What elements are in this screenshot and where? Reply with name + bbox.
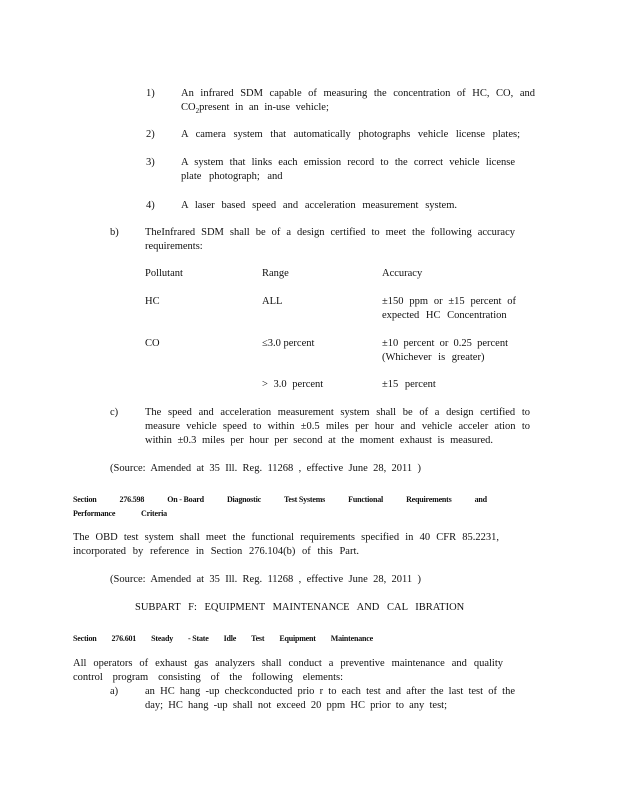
section-word: Section <box>73 495 97 504</box>
paragraph: All operators of exhaust gas analyzers shall conduct a preventive maintenance and quality <box>73 658 503 669</box>
section-title-word: Functional <box>348 495 384 504</box>
section-title-word: Steady <box>151 634 174 643</box>
table-cell-range: ≤3.0 percent <box>262 338 315 349</box>
item-text: requirements: <box>145 241 203 252</box>
section-number: 276.598 <box>119 495 145 504</box>
section-title-word: Requirements <box>406 495 452 504</box>
item-text: within ±0.3 miles per hour per second at the moment exhaust is measured. <box>145 435 493 446</box>
list-number: 1) <box>146 88 155 99</box>
item-letter: c) <box>110 407 119 418</box>
item-letter: a) <box>110 686 119 697</box>
table-cell-accuracy: expected HC Concentration <box>382 310 507 321</box>
section-title-word: Maintenance <box>330 634 373 643</box>
section-heading <box>73 632 373 646</box>
section-word: Section <box>73 634 97 643</box>
section-title-word: Equipment <box>279 634 316 643</box>
table-cell-pollutant: HC <box>145 296 160 307</box>
section-title-word: Idle <box>223 634 237 643</box>
list-number: 4) <box>146 200 155 211</box>
list-item-text: A system that links each emission record to the correct vehicle license <box>181 157 515 168</box>
list-item-text: plate photograph; and <box>181 171 283 182</box>
source-note: (Source: Amended at 35 Ill. Reg. 11268 , effective June 28, 2011 ) <box>110 574 421 585</box>
list-item-text: A laser based speed and acceleration measurement system. <box>181 200 457 211</box>
section-heading-continued <box>73 507 167 521</box>
paragraph: control program consisting of the following elements: <box>73 672 343 683</box>
list-item-continuation: present in an in-use vehicle; <box>199 102 329 113</box>
table-cell-accuracy: ±150 ppm or ±15 percent of <box>382 296 516 307</box>
section-title-word: Test <box>251 634 265 643</box>
section-heading <box>73 493 487 507</box>
item-text: The speed and acceleration measurement system shall be of a design certified to <box>145 407 530 418</box>
item-text: measure vehicle speed to within ±0.5 miles per hour and vehicle acceler ation to <box>145 421 530 432</box>
table-header-accuracy: Accuracy <box>382 268 423 279</box>
table-cell-range: ALL <box>262 296 283 307</box>
item-text: an HC hang -up checkconducted prio r to each test and after the last test of the <box>145 686 515 697</box>
section-title-word: Criteria <box>141 509 167 518</box>
subpart-title: SUBPART F: EQUIPMENT MAINTENANCE AND CAL IBRATION <box>135 602 465 613</box>
list-item-text: An infrared SDM capable of measuring the concentration of HC, CO, and <box>181 88 535 99</box>
table-header-pollutant: Pollutant <box>145 268 183 279</box>
paragraph: incorporated by reference in Section 276.104(b) of this Part. <box>73 546 359 557</box>
item-letter: b) <box>110 227 119 238</box>
list-item-text: A camera system that automatically photographs vehicle license plates; <box>181 129 520 140</box>
list-item-text <box>181 101 329 118</box>
co2-label: CO <box>181 102 196 113</box>
list-number: 3) <box>146 157 155 168</box>
list-number: 2) <box>146 129 155 140</box>
item-text: day; HC hang -up shall not exceed 20 ppm HC prior to any test; <box>145 700 447 711</box>
table-cell-range: > 3.0 percent <box>262 379 324 390</box>
section-title-word: On - Board <box>167 495 204 504</box>
table-cell-accuracy: ±10 percent or 0.25 percent <box>382 338 508 349</box>
item-text: TheInfrared SDM shall be of a design certified to meet the following accuracy <box>145 227 515 238</box>
section-title-word: Performance <box>73 509 116 518</box>
table-cell-accuracy: ±15 percent <box>382 379 436 390</box>
section-title-word: - State <box>188 634 209 643</box>
source-note: (Source: Amended at 35 Ill. Reg. 11268 , effective June 28, 2011 ) <box>110 463 421 474</box>
section-number: 276.601 <box>111 634 137 643</box>
subscript: 2 <box>195 107 200 116</box>
table-cell-accuracy: (Whichever is greater) <box>382 352 485 363</box>
section-title-word: Test Systems <box>284 495 326 504</box>
paragraph: The OBD test system shall meet the functional requirements specified in 40 CFR 85.2231, <box>73 532 499 543</box>
table-cell-pollutant: CO <box>145 338 160 349</box>
section-title-word: and <box>474 495 487 504</box>
table-header-range: Range <box>262 268 289 279</box>
section-title-word: Diagnostic <box>226 495 261 504</box>
